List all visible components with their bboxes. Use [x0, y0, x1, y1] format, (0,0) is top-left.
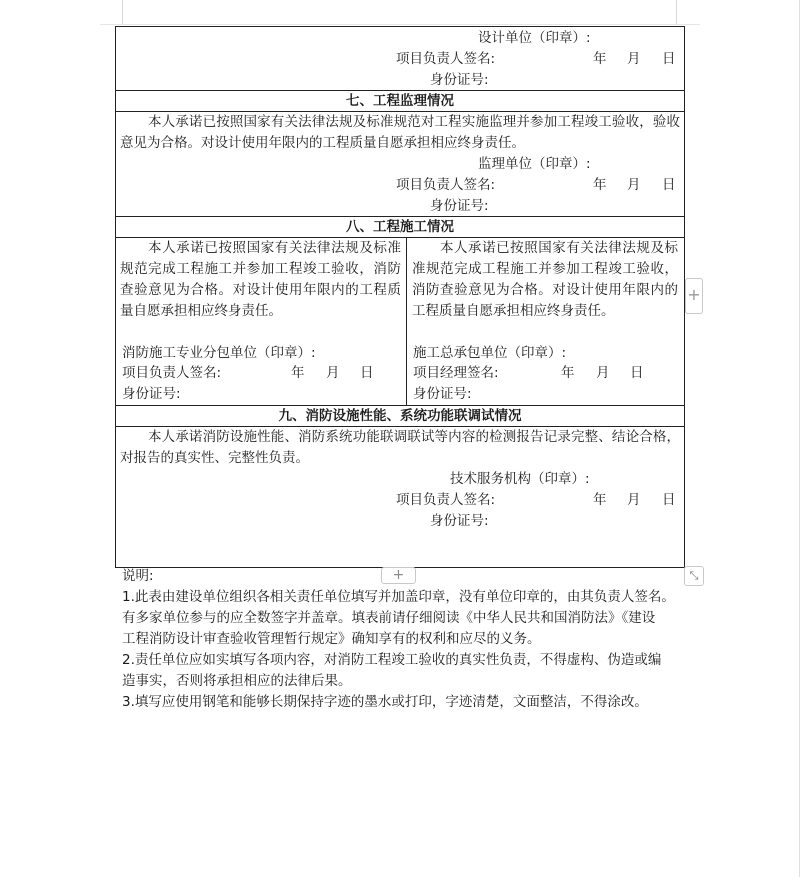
subcontractor-year: 年 — [291, 365, 305, 381]
design-month: 月 — [627, 51, 641, 67]
testing-year: 年 — [593, 492, 607, 508]
supervision-statement: 本人承诺已按照国家有关法律法规及标准规范对工程实施监理并参加工程竣工验收，验收意见为合格。对设计使用年限内的工程质量自愿承担相应终身责任。 — [120, 114, 680, 151]
supervision-day: 日 — [662, 177, 676, 193]
general-contractor-day: 日 — [630, 365, 644, 381]
note-2-line-1: 2.责任单位应如实填写各项内容，对消防工程竣工验收的真实性负责，不得虚构、伪造或编 — [122, 652, 662, 668]
add-row-button[interactable]: + — [381, 567, 416, 584]
testing-day: 日 — [662, 492, 676, 508]
general-contractor-statement: 本人承诺已按照国家有关法律法规及标准规范完成工程施工并参加工程竣工验收，消防查验意见为合格。对设计使用年限内的工程质量自愿承担相应终身责任。 — [412, 240, 678, 319]
supervision-heading: 七、工程监理情况 — [346, 93, 454, 109]
general-contractor-sign-label: 项目经理签名: — [413, 365, 499, 381]
subcontractor-statement: 本人承诺已按照国家有关法律法规及标准规范完成工程施工并参加工程竣工验收，消防查验意见为合格。对设计使用年限内的工程质量自愿承担相应终身责任。 — [120, 240, 401, 319]
note-1-line-1: 1.此表由建设单位组织各相关责任单位填写并加盖印章，没有单位印章的，由其负责人签名。 — [122, 589, 675, 605]
note-1-line-2: 有多家单位参与的应全数签字并盖章。填表前请仔细阅读《中华人民共和国消防法》《建设 — [122, 610, 656, 626]
general-contractor-month: 月 — [596, 365, 610, 381]
testing-sign-label: 项目负责人签名: — [396, 492, 496, 508]
supervision-month: 月 — [627, 177, 641, 193]
acceptance-form-table — [115, 26, 685, 568]
design-year: 年 — [593, 51, 607, 67]
add-column-button[interactable]: + — [685, 278, 703, 314]
supervision-sign-label: 项目负责人签名: — [396, 177, 496, 193]
testing-id-label: 身份证号: — [430, 513, 489, 529]
notes-title: 说明: — [122, 568, 154, 584]
subcontractor-unit-label: 消防施工专业分包单位（印章）: — [122, 345, 316, 361]
testing-heading: 九、消防设施性能、系统功能联调试情况 — [278, 408, 522, 424]
table-resize-handle[interactable]: ⤡ — [684, 566, 704, 586]
testing-statement: 本人承诺消防设施性能、消防系统功能联调联试等内容的检测报告记录完整、结论合格，对报告的真实性、完整性负责。 — [120, 429, 680, 466]
testing-month: 月 — [627, 492, 641, 508]
column-divider — [406, 237, 407, 405]
note-2-line-2: 造事实，否则将承担相应的法律后果。 — [122, 673, 352, 689]
design-sign-label: 项目负责人签名: — [396, 51, 496, 67]
construction-heading: 八、工程施工情况 — [346, 219, 454, 235]
notes-section — [122, 566, 682, 713]
design-id-label: 身份证号: — [430, 72, 489, 88]
page-corner-mark-right — [676, 0, 677, 24]
subcontractor-day: 日 — [360, 365, 374, 381]
supervision-unit-label: 监理单位（印章）: — [478, 156, 591, 172]
supervision-year: 年 — [593, 177, 607, 193]
subcontractor-month: 月 — [326, 365, 340, 381]
testing-unit-label: 技术服务机构（印章）: — [450, 471, 590, 487]
general-contractor-id-label: 身份证号: — [413, 386, 472, 402]
design-unit-label: 设计单位（印章）: — [478, 30, 591, 46]
design-day: 日 — [662, 51, 676, 67]
note-1-line-3: 工程消防设计审查验收管理暂行规定》确知享有的权利和应尽的义务。 — [122, 631, 541, 647]
subcontractor-sign-label: 项目负责人签名: — [122, 365, 222, 381]
page-corner-mark-left — [122, 0, 123, 24]
note-3: 3.填写应使用钢笔和能够长期保持字迹的墨水或打印，字迹清楚，文面整洁，不得涂改。 — [122, 694, 648, 710]
page-edge — [100, 24, 700, 25]
supervision-id-label: 身份证号: — [430, 198, 489, 214]
subcontractor-id-label: 身份证号: — [122, 386, 181, 402]
general-contractor-year: 年 — [561, 365, 575, 381]
general-contractor-unit-label: 施工总承包单位（印章）: — [413, 345, 567, 361]
